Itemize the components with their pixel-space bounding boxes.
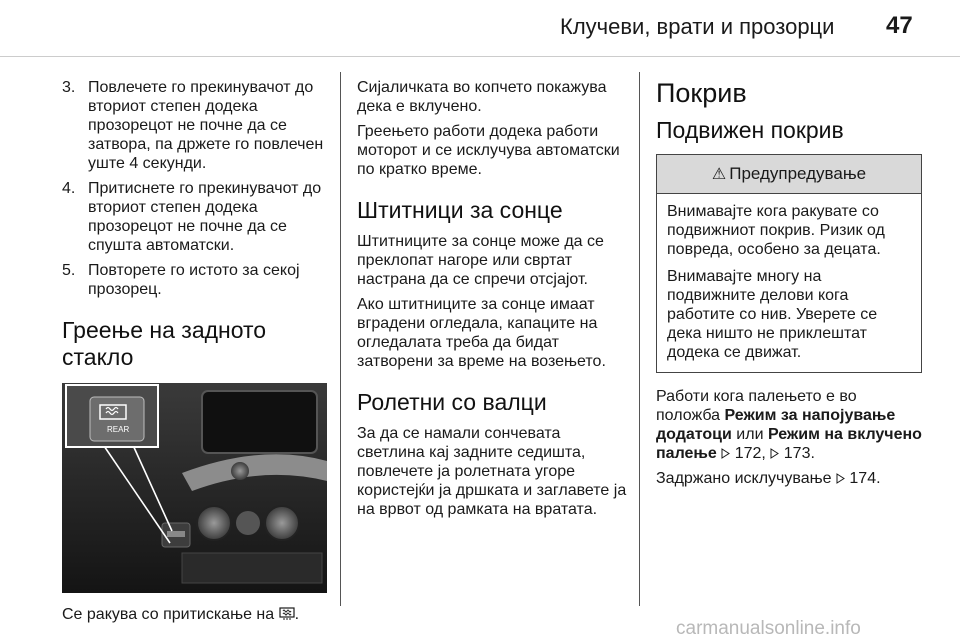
delayed-off-paragraph	[656, 469, 924, 488]
step-text: Повторете го истото за секој прозорец.	[88, 262, 300, 298]
operation-or: или	[736, 426, 764, 443]
warning-paragraph-2: Внимавајте многу на подвижните делови кога работите со нив. Уверете се дека ништо не приклештат додека се движат.	[667, 268, 878, 361]
warning-header	[657, 155, 921, 194]
warning-paragraph-1: Внимавајте кога ракувате со подвижниот покрив. Ризик од повреда, особено за децата.	[667, 203, 885, 258]
section-title-sun-visors: Штитници за сонце	[357, 197, 563, 223]
ignition-on-mode-label: Режим на вклучено палење	[656, 426, 922, 462]
caption-text: Се ракува со притискање на	[62, 606, 275, 623]
sun-visors-paragraph-2: Ако штитниците за сонце имаат вградени огледала, капаците на огледалата треба да бидат затворени за време на возењето.	[357, 296, 606, 370]
warning-body	[657, 194, 921, 372]
dashboard-photo	[62, 383, 327, 593]
delayed-off-text: Задржано исклучување	[656, 470, 832, 487]
step-item	[62, 261, 330, 299]
step-number: 4.	[62, 180, 76, 197]
chapter-title-roof: Покрив	[656, 78, 747, 108]
column-3	[656, 78, 924, 494]
step-text: Притиснете го прекинувачот до вториот степен додека прозорецот не почне да се спушта автоматски.	[88, 180, 322, 254]
step-number: 5.	[62, 262, 76, 279]
page-reference-172[interactable]: 172,	[734, 445, 766, 462]
step-number: 3.	[62, 79, 76, 96]
column-divider-1	[340, 72, 341, 606]
figure-caption: Се ракува со притискање на .	[62, 606, 300, 623]
column-2	[357, 78, 629, 525]
operation-paragraph	[656, 387, 924, 463]
header-divider	[0, 56, 960, 57]
column-1	[62, 78, 330, 630]
page-reference-174[interactable]: 174.	[849, 470, 881, 487]
section-title-roller-blinds: Ролетни со валци	[357, 389, 547, 415]
page-reference-icon	[836, 470, 845, 481]
rear-button-label: REAR	[107, 425, 130, 434]
sun-visors-paragraph-1: Штитниците за сонце може да се преклопат нагоре или свртат настрана да се спречи отсјајот.	[357, 233, 604, 288]
warning-triangle-icon: ⚠	[711, 166, 727, 183]
indicator-paragraph: Сијаличката во копчето покажува дека е вклучено.	[357, 79, 607, 115]
page-header-title: Клучеви, врати и прозорци	[560, 14, 835, 39]
heating-operation-paragraph: Греењето работи додека работи моторот и се исклучува автоматски по кратко време.	[357, 123, 620, 178]
warning-label: Предупредување	[729, 164, 867, 183]
page-reference-icon	[721, 445, 730, 456]
accessory-mode-label: Режим за напојување додатоци	[656, 407, 896, 443]
section-title-sunroof: Подвижен покрив	[656, 117, 844, 143]
warning-box	[656, 154, 922, 373]
page-reference-173[interactable]: 173.	[783, 445, 815, 462]
column-divider-2	[639, 72, 640, 606]
rear-window-heating-icon	[279, 607, 295, 621]
section-title-rear-window-heating: Греење на задното стакло	[62, 317, 267, 370]
operation-prefix: Работи кога палењето е во положба	[656, 388, 857, 424]
roller-blinds-paragraph: За да се намали сончевата светлина кај задните седишта, повлечете ја ролетната угоре користејќи ја дршката и заглавете ја на врвот од рамката на вратата.	[357, 425, 627, 518]
page-number: 47	[886, 12, 913, 39]
watermark: carmanualsonline.info	[676, 618, 861, 639]
step-item	[62, 179, 330, 255]
step-item	[62, 78, 330, 173]
page-reference-icon	[770, 445, 779, 456]
dashboard-figure	[62, 383, 327, 593]
step-text: Повлечете го прекинувачот до вториот степен додека прозорецот не почне да се затвора, па држете го повлечен уште 4 секунди.	[88, 79, 324, 172]
